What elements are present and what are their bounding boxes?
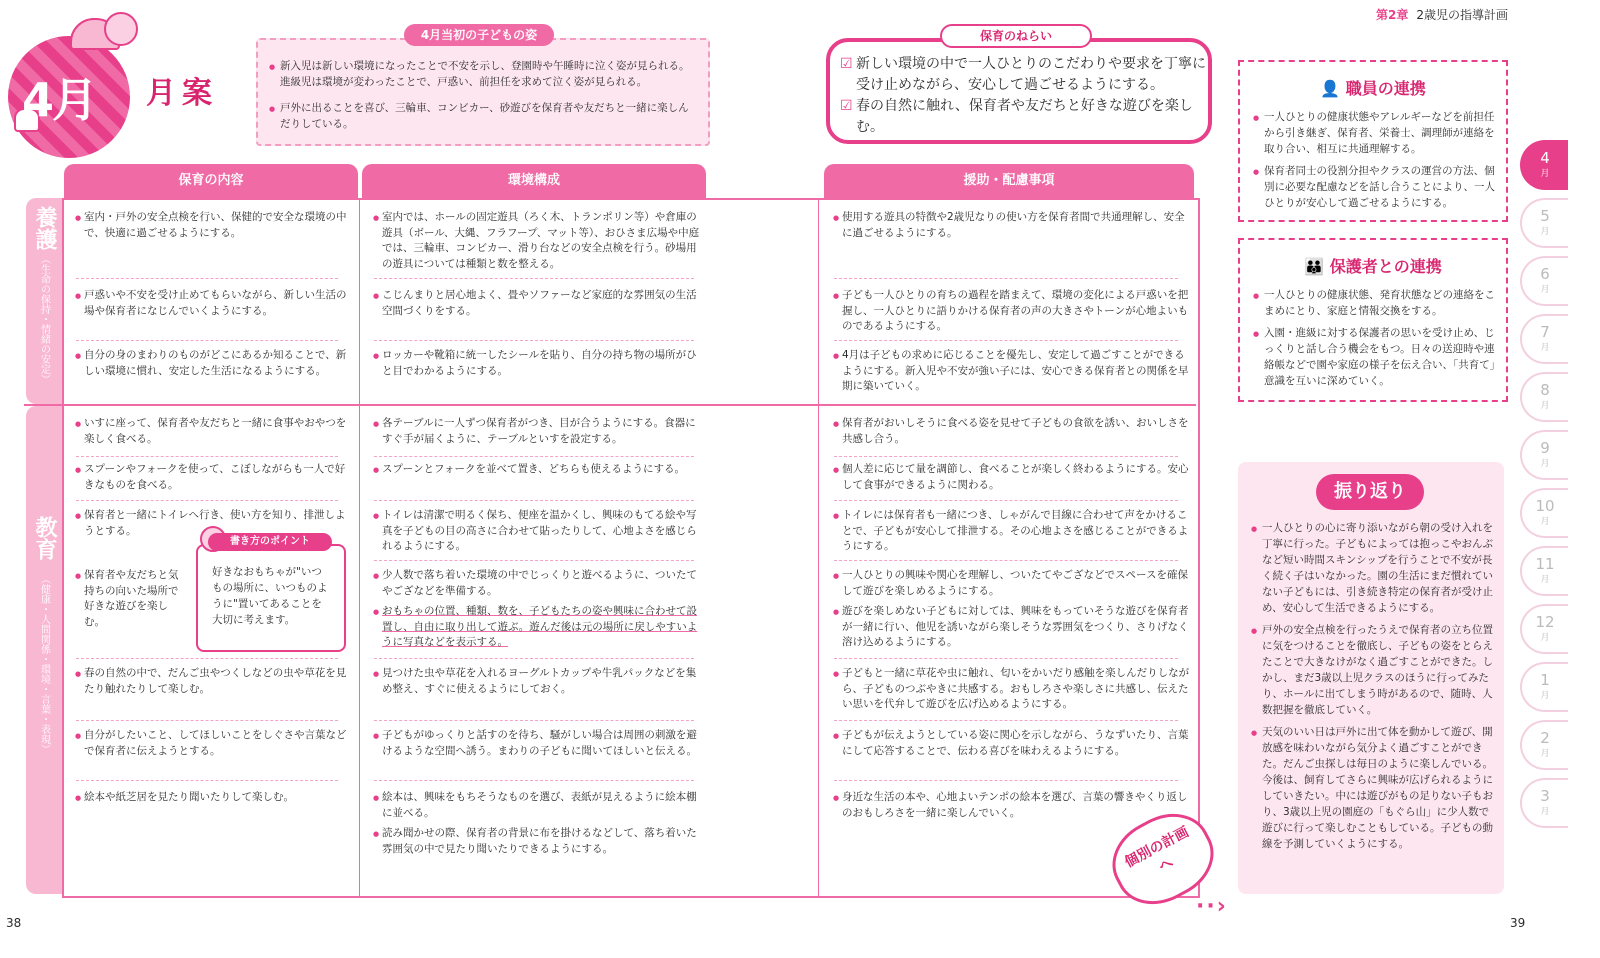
month-tab-number: 5 — [1540, 207, 1550, 225]
table-cell: ● 戸惑いや不安を受け止めてもらいながら、新しい生活の場や保育者になじんでいくようにする。 — [84, 288, 358, 319]
list-item: ● 天気のいい日は戸外に出て体を動かして遊び、開放感を味わいながら気分よく過ごすことができた。だんご虫探しは毎日のように楽しんでいる。今後は、飼育してさらに興味が広げられるようにしていきたい。中には遊びがもの足りない子もおり、3歳以上児の園庭の「もぐら山」に少人数で遊びに行って楽しむこともしている。子どもの動線を予測していくようにする。 — [1262, 724, 1494, 852]
month-tab-5[interactable] — [1520, 198, 1568, 248]
row-label-title: 教育 — [32, 516, 57, 560]
column-header-support: 援助・配慮事項 — [824, 164, 1194, 198]
month-tab-9[interactable] — [1520, 430, 1568, 480]
column-divider — [818, 198, 819, 896]
month-tab-suffix: 月 — [1540, 749, 1550, 759]
chapter-header — [1376, 6, 1508, 23]
chapter-label: 第2章 — [1376, 8, 1409, 22]
list-item: ● 入園・進級に対する保護者の思いを受け止め、じっくりと話し合う機会をもつ。日々の送迎時や連絡帳などで園や家庭の様子を伝え合い、「共育て」意識を互いに深めていく。 — [1264, 325, 1496, 389]
table-cell: ● 自分の身のまわりのものがどこにあるか知ることで、新しい環境に慣れ、安定した生活になるようにする。 — [84, 348, 358, 379]
intro-label: 4月当初の子どもの姿 — [404, 24, 554, 46]
table-cell: ● 春の自然の中で、だんご虫やつくしなどの虫や草花を見たり触れたりして楽しむ。 — [84, 666, 358, 697]
month-tab-number: 8 — [1540, 381, 1550, 399]
writing-tip-label: 書き方のポイント — [208, 533, 332, 551]
table-cell: ● 子どもがゆっくりと話すのを待ち、騒がしい場合は周囲の刺激を避けるような空間へ誘う。まわりの子どもに聞いてほしいと伝える。 — [382, 728, 708, 759]
table-cell: ● 各テーブルに一人ずつ保育者がつき、目が合うようにする。食器にすぐ手が届くように、テーブルといすを設定する。 — [382, 416, 708, 447]
page-number-left: 38 — [6, 916, 22, 930]
aims-box — [826, 38, 1212, 144]
guardian-coordination-title: 👪 保護者との連携 — [1304, 257, 1442, 276]
table-cell: ● 子どもが伝えようとしている姿に関心を示しながら、うなずいたり、言葉にして応答することで、伝わる喜びを味わえるようにする。 — [842, 728, 1198, 759]
month-tab-2[interactable] — [1520, 720, 1568, 770]
family-icon: 👪 — [1304, 257, 1325, 276]
checkbox-icon: ☑ — [840, 56, 853, 72]
row-divider — [24, 404, 1196, 406]
month-tab-suffix: 月 — [1540, 285, 1550, 295]
month-tab-number: 6 — [1540, 265, 1550, 283]
table-cell: ● スプーンとフォークを並べて置き、どちらも使えるようにする。 — [382, 462, 708, 478]
row-label-care — [26, 198, 62, 404]
table-cell: ● 少人数で落ち着いた環境の中でじっくりと遊べるように、ついたてやござなどを準備する。 — [382, 568, 708, 599]
staff-coordination-title: 👤 職員の連携 — [1320, 79, 1426, 98]
table-cell: ● 4月は子どもの求めに応じることを優先し、安定して過ごすことができるようにする。新入児や不安が強い子には、安心できる保育者との関係を早期に築いていく。 — [842, 348, 1198, 395]
column-header-content: 保育の内容 — [64, 164, 358, 198]
month-tab-11[interactable] — [1520, 546, 1568, 596]
table-cell: ● 室内では、ホールの固定遊具（ろく木、トランポリン等）や倉庫の遊具（ボール、大縄、フラフープ、マット等）、おひさま広場や中庭では、三輪車、コンビカー、滑り台などの安全点検を行う。砂場用の遊具については種類と数を整える。 — [382, 210, 708, 272]
month-tab-10[interactable] — [1520, 488, 1568, 538]
page-number-right: 39 — [1510, 916, 1526, 930]
table-cell: ● 子どもと一緒に草花や虫に触れ、匂いをかいだり感触を楽しんだりしながら、子どものつぶやきに共感する。おもしろさや楽しさに共感し、伝えたい思いを代弁して遊びを広げ込めるようにする。 — [842, 666, 1198, 713]
month-tab-number: 11 — [1535, 555, 1555, 573]
table-cell: ● トイレには保育者も一緒につき、しゃがんで目線に合わせて声をかけることで、子どもが安心して排泄する。その心地よさを感じることができるようにする。 — [842, 508, 1198, 555]
table-cell: ● 一人ひとりの興味や関心を理解し、ついたてやござなどでスペースを確保して遊びを楽しめるようにする。 — [842, 568, 1198, 599]
table-cell: ● 個人差に応じて量を調節し、食べることが楽しく終わるようにする。安心して食事ができるように関わる。 — [842, 462, 1198, 493]
month-tab-number: 1 — [1540, 671, 1550, 689]
row-label-education — [26, 406, 62, 894]
month-tab-suffix: 月 — [1540, 227, 1550, 237]
month-tab-number: 10 — [1535, 497, 1555, 515]
table-cell: ● スプーンやフォークを使って、こぼしながらも一人で好きなものを食べる。 — [84, 462, 358, 493]
month-tab-suffix: 月 — [1540, 343, 1550, 353]
list-item: ● 一人ひとりの心に寄り添いながら朝の受け入れを丁寧に行った。子どもによっては抱っこやおんぶなど短い時間スキンシップを行うことで不安が長く続く子はいなかった。園の生活にまだ慣れていない子どもには、引き続き特定の保育者が受け止め、安心して生活できるようにする。 — [1262, 520, 1494, 616]
page-title: 月案 — [146, 76, 218, 111]
column-divider — [359, 198, 360, 896]
individual-plan-link-text[interactable]: 個別の計画へ — [1122, 824, 1192, 876]
month-tab-number: 7 — [1540, 323, 1550, 341]
table-cell: ● 見つけた虫や草花を入れるヨーグルトカップや牛乳パックなどを集め整え、すぐに使えるようにしておく。 — [382, 666, 708, 697]
month-tab-8[interactable] — [1520, 372, 1568, 422]
chapter-title: 2歳児の指導計画 — [1416, 8, 1508, 22]
aim-text: 新しい環境の中で一人ひとりのこだわりや要求を丁寧に受け止めながら、安心して過ごせるようにする。 — [856, 56, 1206, 93]
row-label-title: 養護 — [32, 206, 57, 250]
month-tab-number: 9 — [1540, 439, 1550, 457]
table-cell: ● 保育者や友だちと気持ちの向いた場所で好きな遊びを楽しむ。 — [84, 568, 186, 630]
intro-box — [256, 38, 710, 146]
row-label-subtitle: （健康・人間関係・環境・言葉・表現） — [38, 574, 50, 754]
column-header-environment: 環境構成 — [362, 164, 706, 198]
list-item: ● 戸外の安全点検を行ったうえで保育者の立ち位置に気をつけることを徹底し、子どもの姿をとらえたことで大きなけがなく過ごすことができた。しかし、まだ3歳以上児クラスのほうに行ってみたり、ホールに出てしまう時があるので、随時、人数把握を徹底していく。 — [1262, 622, 1494, 718]
table-cell: ● 使用する遊具の特徴や2歳児なりの使い方を保育者間で共通理解し、安全に過ごせるようにする。 — [842, 210, 1198, 241]
table-cell: ● 子ども一人ひとりの育ちの過程を踏まえて、環境の変化による戸惑いを把握し、一人ひとりに語りかける保育者の声の大きさやトーンが心地よいものであるようにする。 — [842, 288, 1198, 335]
month-tab-suffix: 月 — [1540, 633, 1550, 643]
flower-icon — [104, 12, 138, 46]
table-cell: ● 絵本や紙芝居を見たり聞いたりして楽しむ。 — [84, 790, 358, 806]
list-item: ● 保育者同士の役割分担やクラスの運営の方法、個別に必要な配慮などを話し合うことにより、一人ひとりが安心して過ごせるようにする。 — [1264, 163, 1496, 211]
intro-item: ● 新入児は新しい環境になったことで不安を示し、登園時や午睡時に泣く姿が見られる。進級児は環境が変わったことで、戸惑い、前担任を求めて泣く姿が見られる。 — [280, 58, 696, 90]
aim-text: 春の自然に触れ、保育者や友だちと好きな遊びを楽しむ。 — [856, 98, 1193, 135]
month-tab-suffix: 月 — [1540, 517, 1550, 527]
month-tab-number: 4 — [1540, 149, 1550, 167]
month-tab-number: 2 — [1540, 729, 1550, 747]
writing-tip-text: 好きなおもちゃが"いつもの場所に、いつものように"置いてあることを大切に考えます。 — [212, 566, 328, 626]
month-tab-suffix: 月 — [1540, 575, 1550, 585]
table-cell: ● 室内・戸外の安全点検を行い、保健的で安全な環境の中で、快適に過ごせるようにする。 — [84, 210, 358, 241]
month-tab-suffix: 月 — [1540, 691, 1550, 701]
review-box — [1238, 462, 1504, 894]
table-cell: ● 遊びを楽しめない子どもに対しては、興味をもっていそうな遊びを保育者が一緒に行い、他児を誘いながら楽しそうな雰囲気をつくり、さりげなく溶け込めるようにする。 — [842, 604, 1198, 651]
month-tab-number: 3 — [1540, 787, 1550, 805]
month-tab-1[interactable] — [1520, 662, 1568, 712]
list-item: ● 一人ひとりの健康状態やアレルギーなどを前担任から引き継ぎ、保育者、栄養士、調理師が連絡を取り合い、相互に共通理解する。 — [1264, 109, 1496, 157]
aim-item — [830, 54, 1208, 96]
table-cell: ● 自分がしたいこと、してほしいことをしぐさや言葉などで保育者に伝えようとする。 — [84, 728, 358, 759]
aim-item — [830, 96, 1208, 138]
month-tab-suffix: 月 — [1540, 401, 1550, 411]
month-badge-text: 4月 — [22, 73, 97, 127]
month-tab-suffix: 月 — [1540, 459, 1550, 469]
list-item: ● 一人ひとりの健康状態、発育状態などの連絡をこまめにとり、家庭と情報交換をする。 — [1264, 287, 1496, 319]
row-label-subtitle: （生命の保持・情緒の安定） — [38, 254, 50, 384]
staff-icon: 👤 — [1320, 79, 1341, 98]
aims-label: 保育のねらい — [940, 24, 1092, 48]
table-cell: ● トイレは清潔で明るく保ち、便座を温かくし、興味のもてる絵や写真を子どもの目の高さに合わせて貼ったりして、心地よさを感じられるようにする。 — [382, 508, 708, 555]
month-tab-suffix: 月 — [1540, 169, 1550, 179]
staff-coordination-box — [1238, 60, 1508, 222]
table-cell: ● ロッカーや靴箱に統一したシールを貼り、自分の持ち物の場所がひと目でわかるようにする。 — [382, 348, 708, 379]
table-cell: ● 身近な生活の本や、心地よいテンポの絵本を選び、言葉の響きやくり返しのおもしろさを一緒に楽しんでいく。 — [842, 790, 1198, 821]
table-cell: ● いすに座って、保育者や友だちと一緒に食事やおやつを楽しく食べる。 — [84, 416, 358, 447]
month-tab-12[interactable] — [1520, 604, 1568, 654]
checkbox-icon: ☑ — [840, 98, 853, 114]
month-tab-7[interactable] — [1520, 314, 1568, 364]
table-cell: ● 読み聞かせの際、保育者の背景に布を掛けるなどして、落ち着いた雰囲気の中で見たり聞いたりできるようにする。 — [382, 826, 708, 857]
guardian-coordination-box — [1238, 238, 1508, 402]
table-cell-highlighted: ● おもちゃの位置、種類、数を、子どもたちの姿や興味に合わせて設置し、自由に取り出して遊ぶ。遊んだ後は元の場所に戻しやすいように写真などを表示する。 — [382, 604, 708, 651]
table-cell: ● 保育者がおいしそうに食べる姿を見せて子どもの食欲を誘い、おいしさを共感し合う。 — [842, 416, 1198, 447]
intro-item: ● 戸外に出ることを喜び、三輪車、コンビカー、砂遊びを保育者や友だちと一緒に楽しんだりしている。 — [280, 100, 696, 132]
table-cell: ● 保育者と一緒にトイレへ行き、使い方を知り、排泄しようとする。 — [84, 508, 358, 539]
month-tab-4[interactable] — [1520, 140, 1568, 190]
month-tab-6[interactable] — [1520, 256, 1568, 306]
table-cell: ● こじんまりと居心地よく、畳やソファーなど家庭的な雰囲気の生活空間づくりをする。 — [382, 288, 708, 319]
table-cell: ● 絵本は、興味をもちそうなものを選び、表紙が見えるように絵本棚に並べる。 — [382, 790, 708, 821]
month-tab-suffix: 月 — [1540, 807, 1550, 817]
month-tab-3[interactable] — [1520, 778, 1568, 828]
month-tab-number: 12 — [1535, 613, 1555, 631]
review-title: 振り返り — [1316, 474, 1424, 510]
arrow-right-icon: ··› — [1196, 894, 1228, 919]
